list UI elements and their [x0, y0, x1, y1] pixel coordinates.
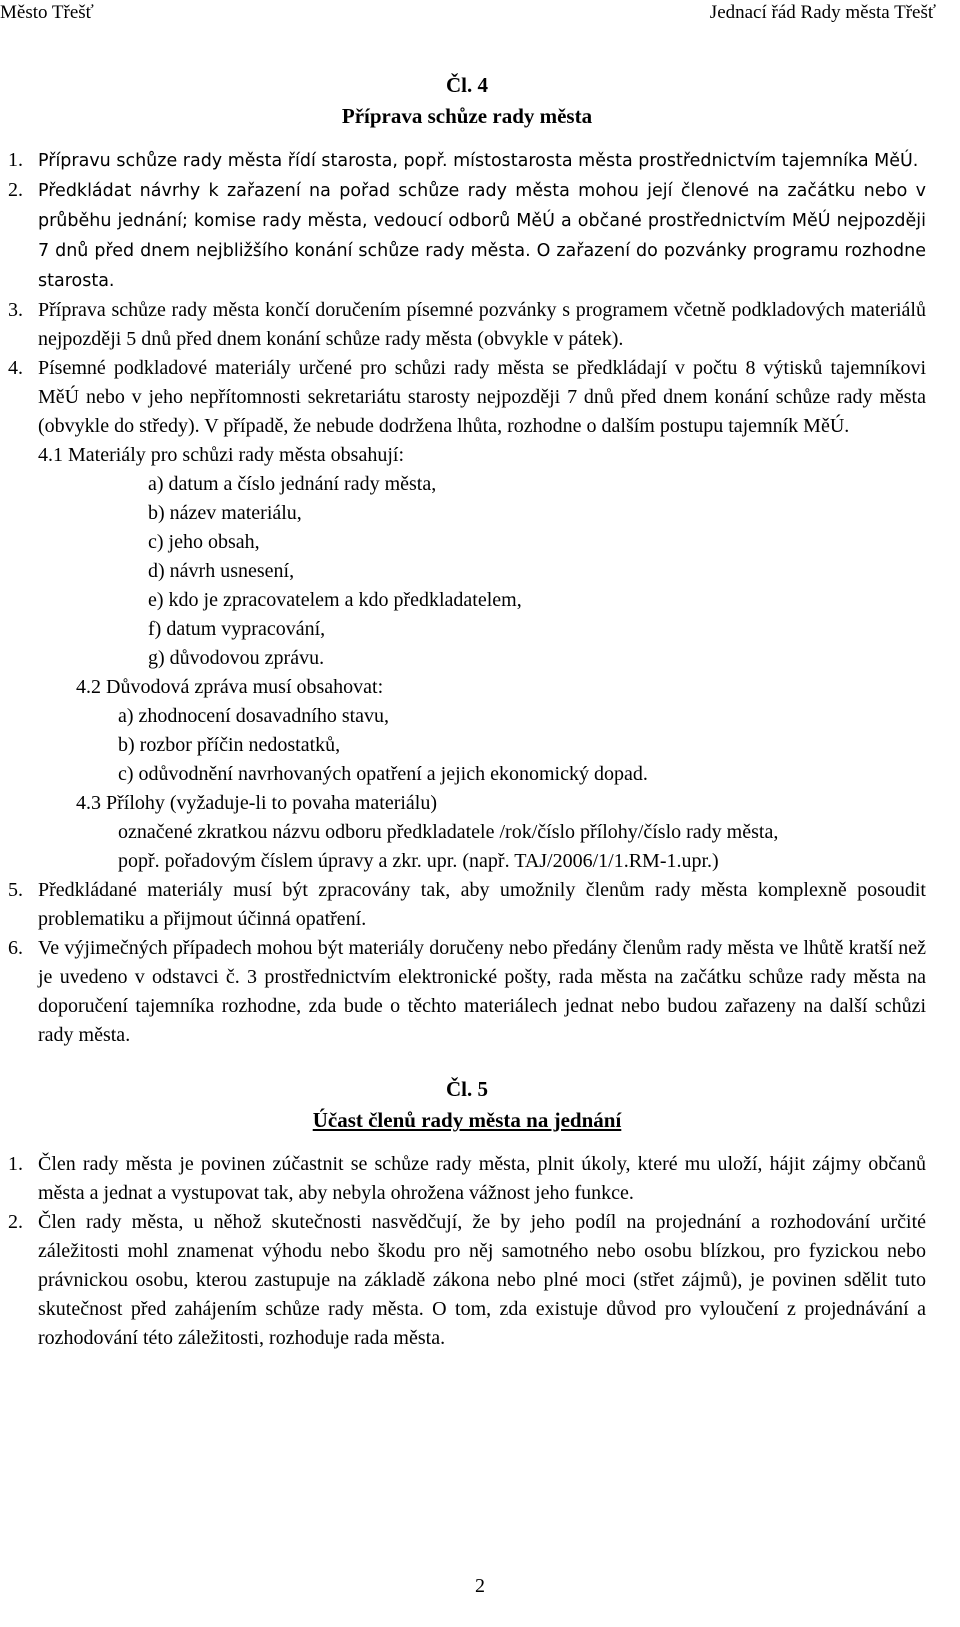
page-header [0, 0, 950, 30]
item-text: Ve výjimečných případech mohou být materiály doručeny nebo předány členům rady města ve lhůtě kratší než je uvedeno v odstavci č. 3 prostřednictvím elektronické pošty, rada města na začátku schůze rady města na doporučení tajemníka rozhodne, zda bude o těchto materiálech jednat nebo budou zařazeny na další schůzi rady města. [38, 937, 926, 1046]
list-item: b) název materiálu, [148, 502, 302, 524]
subsection-4-1 [8, 441, 926, 673]
list-item: d) návrh usnesení, [148, 560, 295, 582]
item-number: 2. [8, 179, 23, 201]
chapter-4-number: Čl. 4 [446, 73, 488, 97]
chapter-4-title: Příprava schůze rady města [341, 104, 593, 128]
item-text: Předkládané materiály musí být zpracovány tak, aby umožnily členům rady města komplexně posoudit problematiku a přijmout účinná opatření. [38, 879, 926, 930]
list-item: f) datum vypracování, [148, 618, 326, 640]
list-item: b) rozbor příčin nedostatků, [118, 734, 341, 756]
document-body [8, 70, 926, 1353]
header-city: Město Třešť [0, 2, 94, 23]
list-item: a) zhodnocení dosavadního stavu, [118, 705, 390, 727]
list-item [8, 1150, 926, 1208]
list-item: e) kdo je zpracovatelem a kdo předkladatelem, [148, 589, 522, 611]
chapter-5-heading [8, 1074, 926, 1136]
item-text: Člen rady města je povinen zúčastnit se schůze rady města, plnit úkoly, které mu uloží, hájit zájmy občanů města a jednat a vystupovat tak, aby nebyla ohrožena vážnost jeho funkce. [38, 1153, 926, 1204]
subsection-4-2 [8, 673, 926, 702]
subsection-line: popř. pořadovým číslem úpravy a zkr. upr. (např. TAJ/2006/1/1.RM-1.upr.) [118, 850, 719, 872]
item-number: 5. [8, 879, 23, 901]
list-item [8, 176, 926, 296]
item-number: 2. [8, 1211, 23, 1233]
list-item: a) datum a číslo jednání rady města, [148, 473, 437, 495]
subsection-4-3 [8, 789, 926, 818]
subsection-title: 4.1 Materiály pro schůzi rady města obsahují: [38, 444, 405, 466]
list-item: c) jeho obsah, [148, 531, 260, 553]
item-text: Předkládat návrhy k zařazení na pořad schůze rady města mohou její členové na začátku nebo v průběhu jednání; komise rady města, vedoucí odborů MěÚ a občané prostřednictvím MěÚ nejpozději 7 dnů před dnem nejbližšího konání schůze rady města. O zařazení do pozvánky programu rozhodne starosta. [38, 181, 926, 291]
chapter-5-number: Čl. 5 [446, 1077, 488, 1101]
chapter-5-title: Účast členů rady města na jednání [312, 1108, 622, 1132]
list-item [8, 354, 926, 441]
item-text: Člen rady města, u něhož skutečnosti nasvědčují, že by jeho podíl na projednání a rozhodování určité záležitosti mohl znamenat výhodu nebo škodu pro něj samotného nebo osobu blízkou, pro fyzickou nebo právnickou osobu, kterou zastupuje na základě zákona nebo plné moci (střet zájmů), je povinen sdělit tuto skutečnost před zahájením schůze rady města. O tom, zda existuje důvod pro vyloučení z projednávání a rozhodování této záležitosti, rozhoduje rada města. [38, 1211, 926, 1349]
item-number: 3. [8, 299, 23, 321]
item-text: Přípravu schůze rady města řídí starosta, popř. místostarosta města prostřednictvím tajemníka MěÚ. [38, 151, 919, 171]
page-number: 2 [475, 1575, 485, 1597]
item-text: Písemné podkladové materiály určené pro schůzi rady města se předkládají v počtu 8 výtisků tajemníkovi MěÚ nebo v jeho nepřítomnosti sekretariátu starosty nejpozději 7 dnů před dnem konání schůze rady města (obvykle do středy). V případě, že nebude dodržena lhůta, rozhodne o dalším postupu tajemník MěÚ. [38, 357, 926, 437]
subsection-4-3-body [8, 818, 926, 876]
header-document-title: Jednací řád Rady města Třešť [709, 2, 936, 23]
list-item: c) odůvodnění navrhovaných opatření a jejich ekonomický dopad. [118, 763, 648, 785]
item-number: 4. [8, 357, 23, 379]
subsection-title: 4.2 Důvodová zpráva musí obsahovat: [76, 676, 384, 698]
list-item [8, 146, 926, 176]
subsection-title: 4.3 Přílohy (vyžaduje-li to povaha materiálu) [76, 792, 438, 814]
list-item [8, 934, 926, 1050]
item-text: Příprava schůze rady města končí doručením písemné pozvánky s programem včetně podkladových materiálů nejpozději 5 dnů před dnem konání schůze rady města (obvykle v pátek). [38, 299, 926, 350]
list-item [8, 1208, 926, 1353]
chapter-4-heading [8, 70, 926, 132]
list-item: g) důvodovou zprávu. [148, 647, 325, 669]
chapter-5-list [8, 1150, 926, 1353]
item-number: 1. [8, 149, 23, 171]
list-item [8, 296, 926, 354]
chapter-4-list [8, 146, 926, 1050]
item-number: 1. [8, 1153, 23, 1175]
item-number: 6. [8, 937, 23, 959]
list-item [8, 876, 926, 934]
subsection-4-1-list [38, 470, 926, 673]
subsection-line: označené zkratkou názvu odboru předkladatele /rok/číslo přílohy/číslo rady města, [118, 821, 779, 843]
subsection-4-2-list [8, 702, 926, 789]
